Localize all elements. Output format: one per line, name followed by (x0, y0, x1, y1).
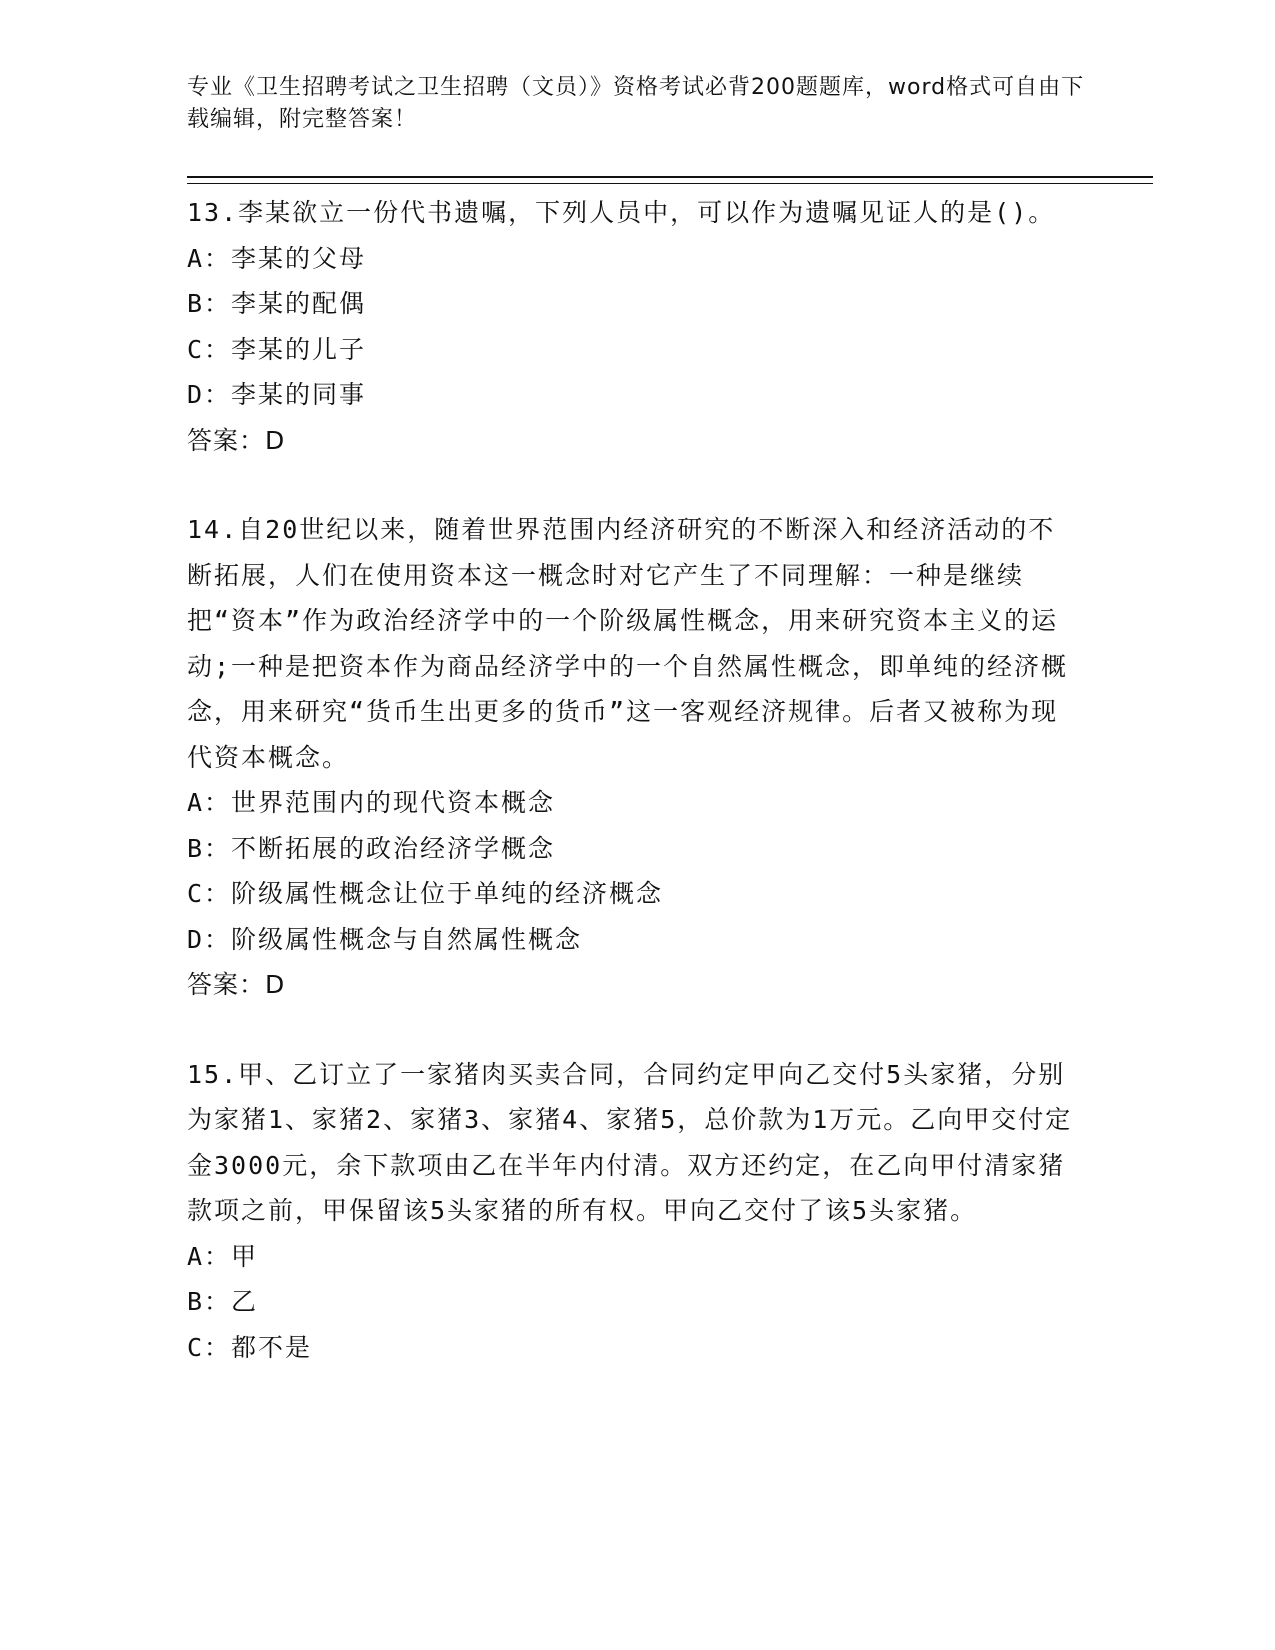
question-15 (187, 1052, 1077, 1371)
question-13 (187, 190, 1077, 463)
question-stem: 14.自20世纪以来，随着世界范围内经济研究的不断深入和经济活动的不断拓展，人们在使用资本这一概念时对它产生了不同理解：一种是继续把“资本”作为政治经济学中的一个阶级属性概念，用来研究资本主义的运动;一种是把资本作为商品经济学中的一个自然属性概念，即单纯的经济概念，用来研究“货币生出更多的货币”这一客观经济规律。后者又被称为现代资本概念。 (187, 515, 1069, 772)
option-b: B：乙 (187, 1287, 259, 1316)
question-stem: 15.甲、乙订立了一家猪肉买卖合同，合同约定甲向乙交付5头家猪，分别为家猪1、家猪2、家猪3、家猪4、家猪5，总价款为1万元。乙向甲交付定金3000元，余下款项由乙在半年内付清。双方还约定，在乙向甲付清家猪款项之前，甲保留该5头家猪的所有权。甲向乙交付了该5头家猪。 (187, 1059, 1073, 1225)
answer-label: 答案：D (187, 970, 286, 999)
option-c: C：李某的儿子 (187, 334, 367, 364)
question-list (187, 190, 1077, 1414)
option-a: A：李某的父母 (187, 243, 367, 273)
header-divider-thin (187, 183, 1153, 184)
option-d: D：李某的同事 (187, 380, 367, 409)
header-text: 专业《卫生招聘考试之卫生招聘（文员）》资格考试必背200题题库，word格式可自由下载编辑，附完整答案！ (187, 75, 1085, 132)
question-stem: 13.李某欲立一份代书遗嘱，下列人员中，可以作为遗嘱见证人的是()。 (187, 198, 1056, 227)
option-c: C：都不是 (187, 1332, 313, 1362)
option-b: B：李某的配偶 (187, 289, 367, 318)
option-a: A：甲 (187, 1241, 259, 1271)
header-divider-thick (187, 176, 1153, 178)
page-header (187, 72, 1087, 136)
option-b: B：不断拓展的政治经济学概念 (187, 833, 556, 863)
answer-label: 答案：D (187, 425, 286, 455)
option-c: C：阶级属性概念让位于单纯的经济概念 (187, 879, 664, 908)
option-d: D：阶级属性概念与自然属性概念 (187, 924, 583, 954)
option-a: A：世界范围内的现代资本概念 (187, 788, 556, 817)
question-14 (187, 507, 1077, 1008)
